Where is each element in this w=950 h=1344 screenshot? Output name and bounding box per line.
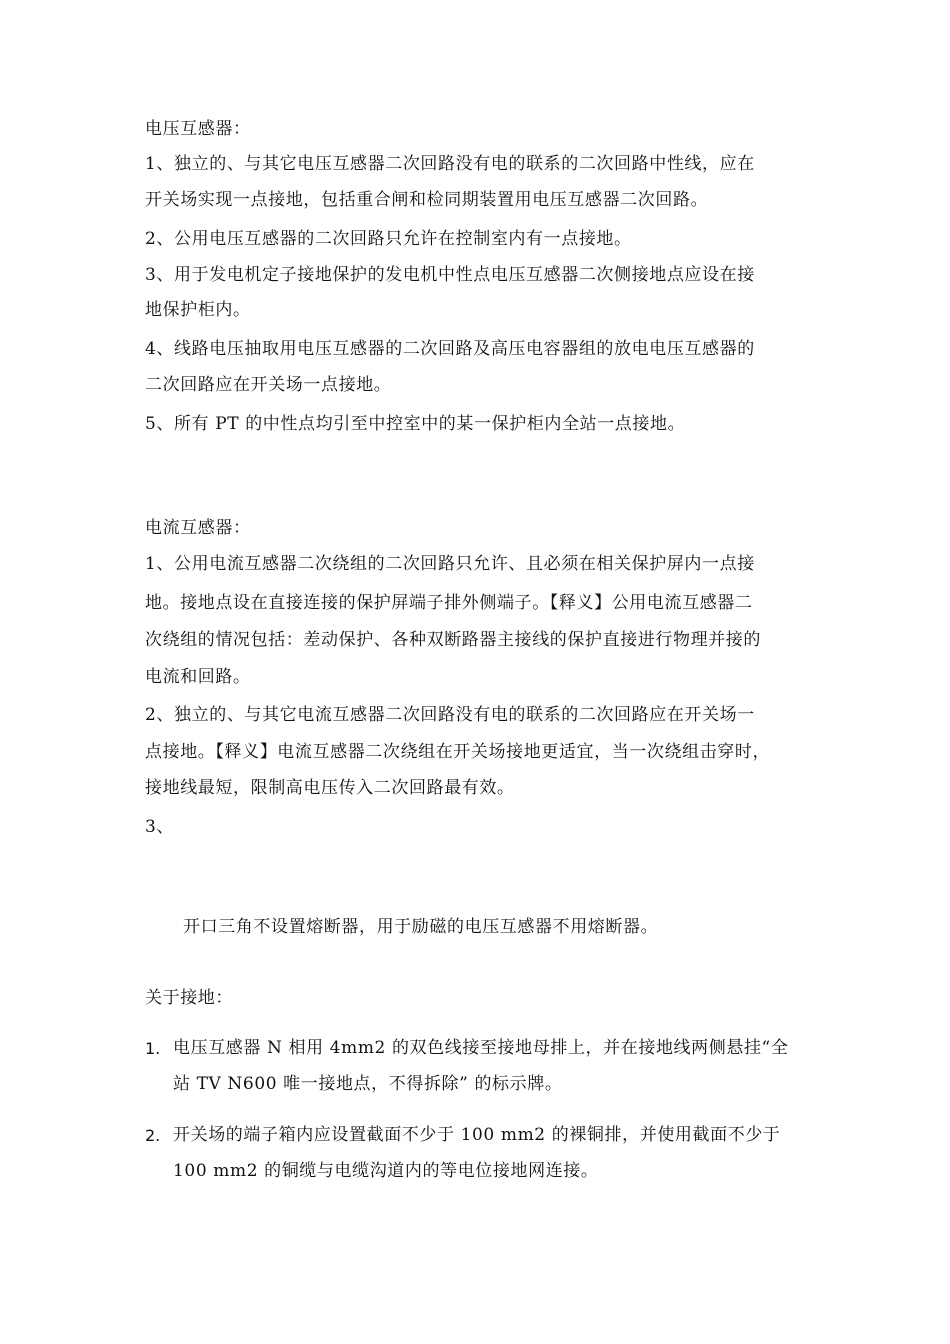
voltage-line: 5、所有 PT 的中性点均引至中控室中的某一保护柜内全站一点接地。 — [145, 414, 686, 434]
current-line: 接地线最短，限制高电压传入二次回路最有效。 — [145, 778, 515, 798]
list-item-number: 1. — [145, 1039, 161, 1058]
list-item-line: 开关场的端子箱内应设置截面不少于 100 mm2 的裸铜排，并使用截面不少于 — [173, 1125, 781, 1145]
voltage-line: 开关场实现一点接地，包括重合闸和检同期装置用电压互感器二次回路。 — [145, 190, 709, 210]
list-item-line: 站 TV N600 唯一接地点，不得拆除” 的标示牌。 — [173, 1074, 563, 1094]
current-line: 3、 — [145, 817, 175, 837]
grounding-heading: 关于接地： — [145, 988, 233, 1008]
voltage-line: 4、线路电压抽取用电压互感器的二次回路及高压电容器组的放电电压互感器的 — [145, 339, 755, 359]
list-item-number: 2. — [145, 1126, 161, 1145]
voltage-heading: 电压互感器： — [145, 119, 251, 139]
list-item-line: 100 mm2 的铜缆与电缆沟道内的等电位接地网连接。 — [173, 1161, 599, 1181]
list-item-line: 电压互感器 N 相用 4mm2 的双色线接至接地母排上，并在接地线两侧悬挂“全 — [173, 1038, 789, 1058]
voltage-line: 二次回路应在开关场一点接地。 — [145, 375, 392, 395]
note-line: 开口三角不设置熔断器，用于励磁的电压互感器不用熔断器。 — [183, 917, 659, 937]
current-line: 电流和回路。 — [145, 667, 251, 687]
current-line: 1、公用电流互感器二次绕组的二次回路只允许、且必须在相关保护屏内一点接 — [145, 554, 755, 574]
voltage-line: 3、用于发电机定子接地保护的发电机中性点电压互感器二次侧接地点应设在接 — [145, 265, 755, 285]
voltage-line: 2、公用电压互感器的二次回路只允许在控制室内有一点接地。 — [145, 229, 632, 249]
current-line: 次绕组的情况包括：差动保护、各种双断路器主接线的保护直接进行物理并接的 — [145, 630, 761, 650]
voltage-line: 1、独立的、与其它电压互感器二次回路没有电的联系的二次回路中性线，应在 — [145, 154, 755, 174]
current-line: 点接地。【释义】电流互感器二次绕组在开关场接地更适宜，当一次绕组击穿时， — [145, 742, 771, 762]
current-line: 地。接地点设在直接连接的保护屏端子排外侧端子。【释义】公用电流互感器二 — [145, 593, 753, 613]
voltage-line: 地保护柜内。 — [145, 300, 251, 320]
current-line: 2、独立的、与其它电流互感器二次回路没有电的联系的二次回路应在开关场一 — [145, 705, 755, 725]
current-heading: 电流互感器： — [145, 518, 251, 538]
